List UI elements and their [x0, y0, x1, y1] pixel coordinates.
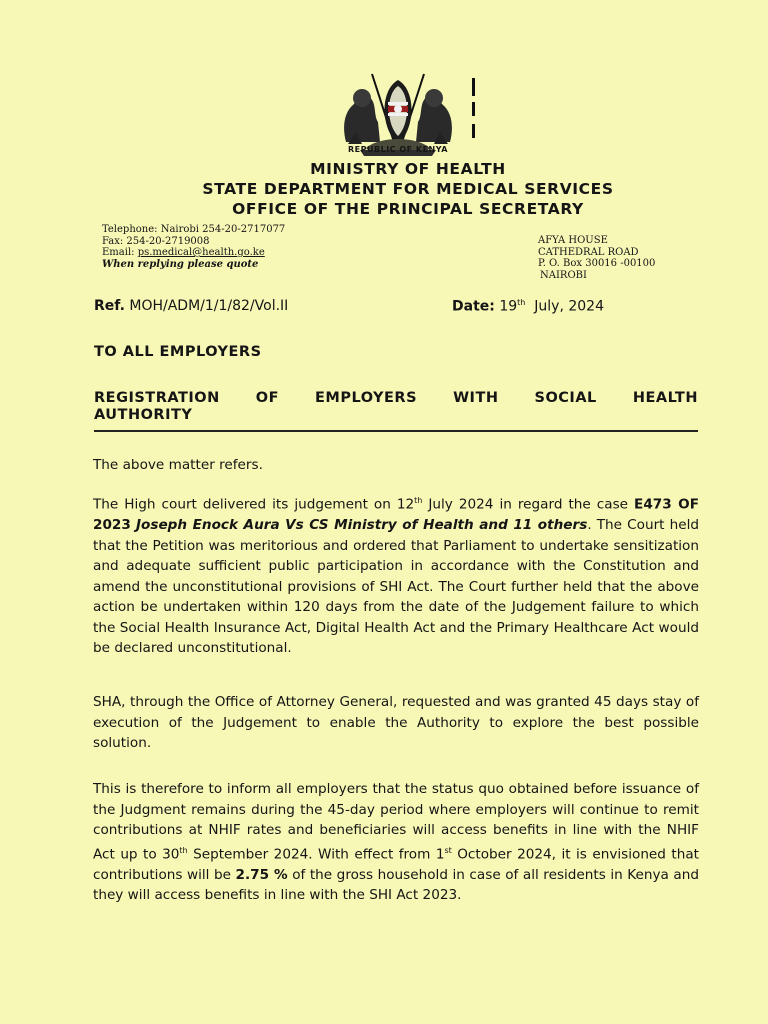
ref-value: MOH/ADM/1/1/82/Vol.II	[129, 298, 289, 314]
date-day: 19	[499, 298, 518, 315]
ministry-heading: MINISTRY OF HEALTH	[310, 160, 506, 178]
subject-word: SOCIAL	[534, 390, 597, 406]
subject-word: EMPLOYERS	[315, 390, 418, 406]
text-run: This is therefore to inform all employers that the status quo obtained before issuance of the Judgment remains during the 45-day period where employers will continue to remit contributions at NHIF rates and beneficiaries will access benefits in line with the NHIF Act up to 30	[93, 781, 699, 863]
date-label: Date:	[452, 298, 495, 315]
ref-label: Ref.	[94, 298, 125, 314]
address-line: AFYA HOUSE	[538, 235, 608, 246]
contact-block	[102, 224, 285, 270]
date-suffix: th	[517, 298, 526, 307]
reference-line	[94, 298, 288, 314]
fax-line: Fax: 254-20-2719008	[102, 235, 210, 247]
text-run: July 2024 in regard the case	[422, 496, 635, 513]
date-rest: July, 2024	[534, 298, 604, 315]
address-block	[538, 235, 655, 281]
margin-mark	[472, 78, 475, 96]
subject-line-1	[94, 390, 698, 407]
margin-mark	[472, 102, 475, 116]
case-parties: Joseph Enock Aura Vs CS Ministry of Health and 11 others	[135, 517, 588, 534]
republic-caption: REPUBLIC OF KENYA	[348, 145, 448, 154]
office-heading: OFFICE OF THE PRINCIPAL SECRETARY	[232, 200, 584, 218]
text-run: October 2024, it is envisioned that contributions will be	[93, 846, 699, 883]
paragraph-stay: SHA, through the Office of Attorney General, requested and was granted 45 days stay of execution of the Judgement to enable the Authority to explore the best possible solution.	[93, 694, 699, 751]
email-link[interactable]: ps.medical@health.go.ke	[137, 247, 265, 258]
subject-word: WITH	[453, 390, 499, 406]
addressee: TO ALL EMPLOYERS	[94, 344, 262, 360]
address-line: P. O. Box 30016 -00100	[538, 258, 656, 269]
paragraph-contributions	[93, 779, 699, 906]
text-run: The High court delivered its judgement on 12	[93, 496, 415, 513]
margin-mark	[472, 124, 475, 138]
paragraph-judgement	[93, 491, 699, 659]
text-run: . The Court held that the Petition was meritorious and ordered that Parliament to undertake sensitization and adequate sufficient public participation in accordance with the Constitution and amend the unconstitutional provisions of SHI Act. The Court further held that the above action be undertaken within 120 days from the date of the Judgement failure to which the Social Health Insurance Act, Digital Health Act and the Primary Healthcare Act would be declared unconstitutional.	[93, 517, 699, 657]
superscript: th	[414, 496, 423, 505]
subject-underline	[94, 430, 698, 432]
paragraph-intro: The above matter refers.	[93, 457, 263, 473]
subject-word: HEALTH	[632, 390, 698, 406]
superscript: st	[444, 845, 452, 855]
email-line	[102, 247, 285, 259]
subject-line-2: AUTHORITY	[94, 407, 193, 423]
kenya-coat-of-arms-icon	[336, 72, 460, 156]
date-line	[452, 298, 604, 315]
subject-heading	[94, 390, 698, 424]
email-label: Email:	[102, 247, 138, 258]
superscript: th	[179, 845, 188, 855]
department-heading: STATE DEPARTMENT FOR MEDICAL SERVICES	[202, 180, 614, 198]
subject-word: OF	[255, 390, 279, 406]
contribution-rate: 2.75 %	[235, 866, 288, 883]
case-number: E473 OF 2023	[93, 496, 699, 534]
quote-note: When replying please quote	[102, 258, 259, 270]
text-run: September 2024. With effect from 1	[187, 846, 445, 863]
telephone-line: Telephone: Nairobi 254-20-2717077	[102, 224, 286, 235]
subject-word: REGISTRATION	[94, 390, 220, 406]
text-run: of the gross household in case of all residents in Kenya and they will access benefits in line with the SHI Act 2023.	[93, 866, 699, 904]
address-line: NAIROBI	[540, 269, 587, 281]
address-line: CATHEDRAL ROAD	[538, 246, 639, 258]
